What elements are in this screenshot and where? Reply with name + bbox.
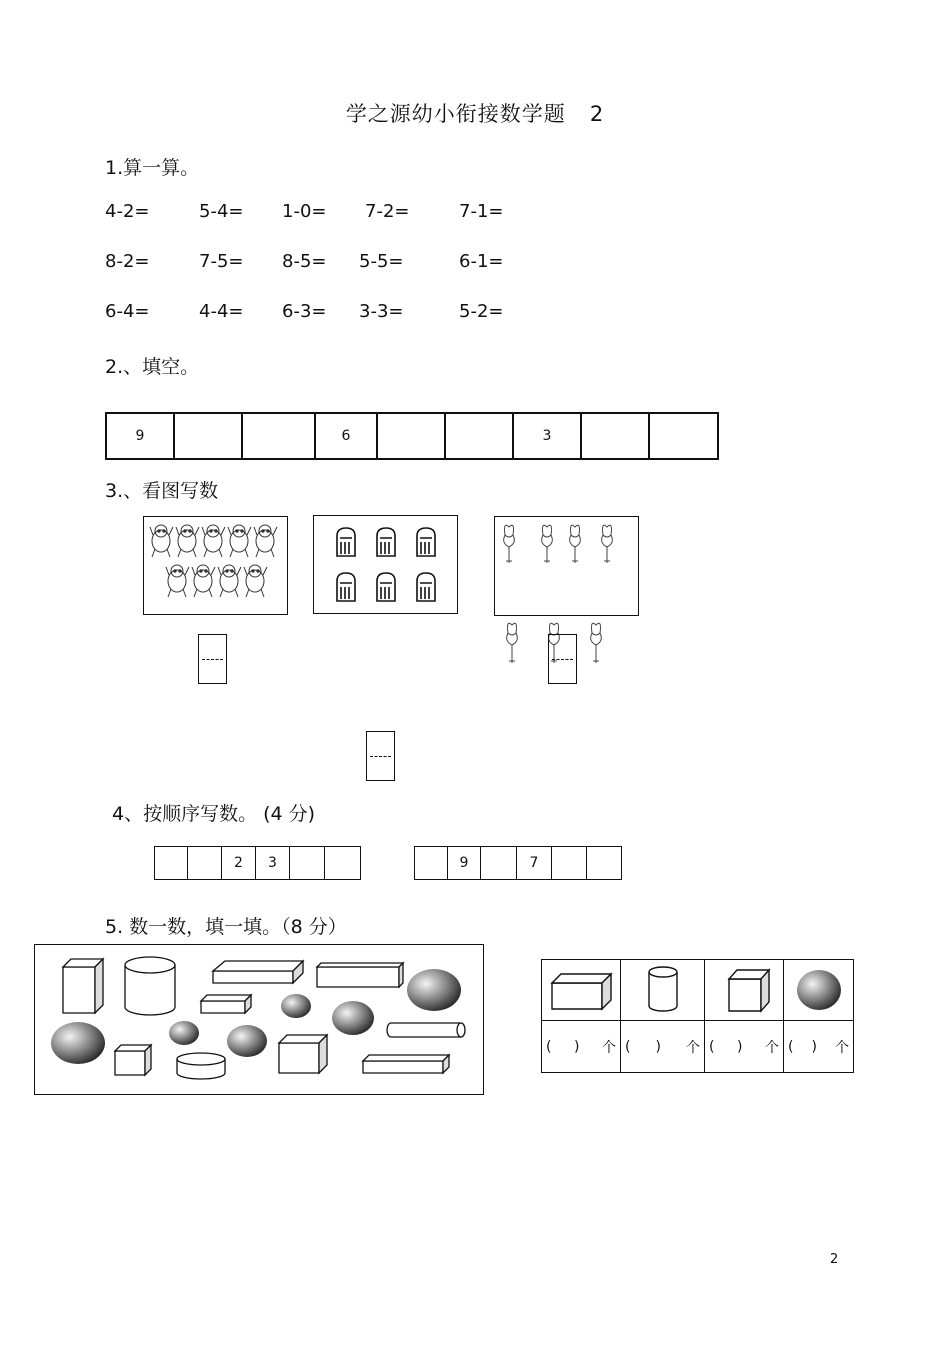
equation: 3-3=	[359, 301, 404, 322]
sequence-cell[interactable]	[481, 847, 517, 879]
equation: 6-4=	[105, 301, 150, 322]
sequence-cell[interactable]: 9	[107, 414, 175, 458]
q5-heading: 5. 数一数，填一填。（8 分）	[105, 916, 347, 938]
animal-drawings	[144, 517, 286, 613]
sequence-cell[interactable]	[582, 414, 650, 458]
count-answer-cell[interactable]: ( ) 个	[788, 1038, 849, 1056]
cylinder-shape	[387, 1023, 465, 1037]
cuboid-shape	[63, 959, 103, 1013]
cylinder-shape	[125, 957, 175, 1015]
title-number: 2	[589, 102, 605, 126]
sequence-cell[interactable]: 9	[448, 847, 481, 879]
flower-picture-box	[494, 516, 639, 616]
sphere-shape	[407, 969, 461, 1011]
sequence-cell[interactable]	[325, 847, 360, 879]
sphere-icon	[784, 960, 853, 1021]
count-answer-cell[interactable]: ( ) 个	[705, 1021, 784, 1072]
flower-drawings	[495, 517, 637, 614]
q4-heading: 4、按顺序写数。 (4 分)	[112, 803, 316, 825]
bag-drawings	[314, 516, 456, 612]
sequence-cell[interactable]: 7	[517, 847, 552, 879]
sequence-cell[interactable]: 3	[514, 414, 582, 458]
page-title	[0, 98, 950, 128]
solid-shapes-drawing	[35, 945, 482, 1093]
cuboid-icon	[542, 960, 621, 1021]
sequence-cell[interactable]	[175, 414, 243, 458]
shape-count-table	[541, 959, 854, 1073]
sequence-cell[interactable]	[552, 847, 587, 879]
sphere-shape	[281, 994, 311, 1018]
sphere-shape	[227, 1025, 267, 1057]
q3-heading: 3.、看图写数	[105, 480, 219, 502]
page-number: 2	[830, 1252, 839, 1267]
equation: 5-5=	[359, 251, 404, 272]
sequence-cell[interactable]	[188, 847, 222, 879]
cylinder-shape	[177, 1053, 225, 1079]
sequence-cell[interactable]	[446, 414, 514, 458]
answer-box-bags[interactable]	[366, 731, 395, 781]
number-sequence-row	[105, 412, 719, 460]
cube-icon	[705, 960, 784, 1021]
animal-picture-box	[143, 516, 288, 615]
count-answer-cell[interactable]: ( ) 个	[542, 1021, 621, 1072]
sphere-shape	[51, 1022, 105, 1064]
sequence-cell[interactable]	[243, 414, 316, 458]
equation: 7-1=	[459, 201, 504, 222]
sequence-cell[interactable]	[415, 847, 448, 879]
cuboid-shape	[201, 995, 251, 1013]
equation: 8-2=	[105, 251, 150, 272]
sphere-shape	[332, 1001, 374, 1035]
sequence-cell[interactable]: 3	[256, 847, 290, 879]
answer-box-animals[interactable]	[198, 634, 227, 684]
sequence-cell[interactable]	[650, 414, 717, 458]
equation: 5-2=	[459, 301, 504, 322]
count-answer-cell[interactable]: ( ) 个	[621, 1021, 705, 1072]
answer-box-flowers[interactable]	[548, 634, 577, 684]
equation: 8-5=	[282, 251, 327, 272]
sequence-cell[interactable]	[587, 847, 621, 879]
shapes-picture-box	[34, 944, 484, 1095]
sequence-left	[154, 846, 361, 880]
equation: 1-0=	[282, 201, 327, 222]
sequence-cell[interactable]	[378, 414, 446, 458]
sequence-cell[interactable]	[290, 847, 325, 879]
sequence-cell[interactable]: 6	[316, 414, 378, 458]
sphere-shape	[169, 1021, 199, 1045]
cuboid-shape	[213, 961, 303, 983]
cuboid-shape	[317, 963, 403, 987]
bag-picture-box	[313, 515, 458, 614]
title-text: 学之源幼小衔接数学题	[345, 102, 566, 126]
sequence-cell[interactable]: 2	[222, 847, 256, 879]
equation: 7-2=	[365, 201, 410, 222]
sequence-right	[414, 846, 622, 880]
q1-heading: 1.算一算。	[105, 157, 200, 179]
equation: 4-2=	[105, 201, 150, 222]
cylinder-icon	[621, 960, 705, 1021]
q2-heading: 2.、填空。	[105, 356, 200, 378]
equation: 6-3=	[282, 301, 327, 322]
equation: 7-5=	[199, 251, 244, 272]
cube-shape	[279, 1035, 327, 1073]
sequence-cell[interactable]	[155, 847, 188, 879]
equation: 4-4=	[199, 301, 244, 322]
equation: 5-4=	[199, 201, 244, 222]
equation: 6-1=	[459, 251, 504, 272]
cuboid-shape	[363, 1055, 449, 1073]
cube-shape	[115, 1045, 151, 1075]
